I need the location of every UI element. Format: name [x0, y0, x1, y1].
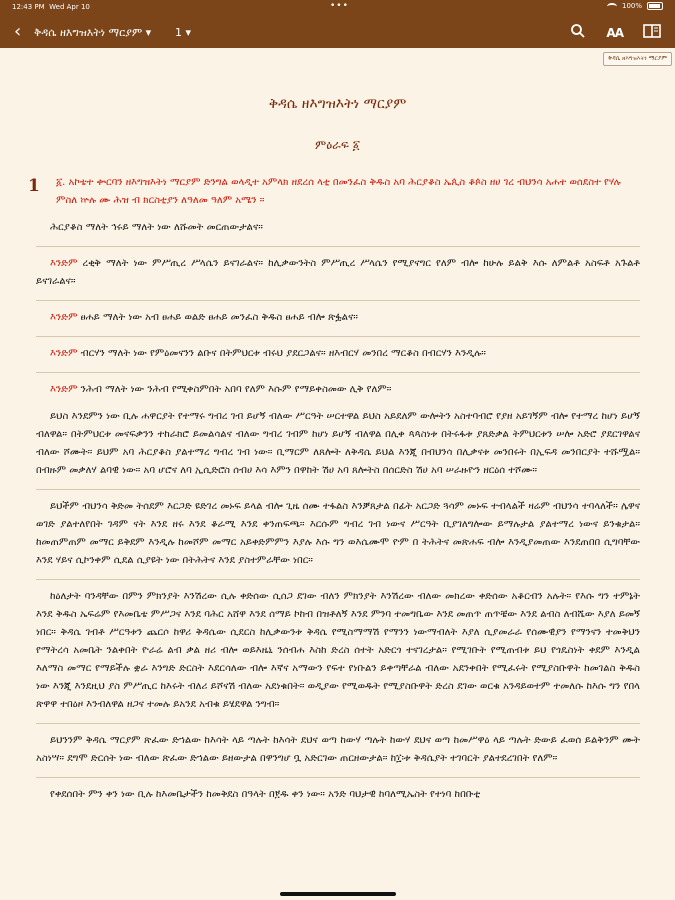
- paragraph: ይህንንም ቅዳሴ ማርያም ጽፈው ድኀልው ከእሳት ላይ ጣሉት ከእሳት ደህና ወጣ ከውሃ ጣሉት ከውሃ ደህና ወጣ ከመሥዋዕ ላይ ጣሉት ድውይ ፈወሰ ይልቅንም ሙት አስነሣ። ደግሞ ድርሰት ነው ብለው ጽፈው ድኀልው ይዘውታል በዋንግሆ ቧ አድርገው ጠርዘውታል። ከ፲፡ቱ ቅዳሴያት ተገባርት ያልተደረገበት የለም።: [36, 735, 640, 764]
- font-size-icon[interactable]: AA: [606, 26, 623, 40]
- page-title: ቅዳሴ ዘእግዝእትነ ማርያም: [268, 96, 407, 112]
- multitasking-dots[interactable]: •••: [330, 1, 349, 11]
- verse[interactable]: [28, 174, 640, 210]
- paragraph: እንድም ብርሃን ማለት ነው የምዕመናንን ልቡና በትምህርቱ ብሩህ ያደርጋልና። ዘእብርሃ መንበረ ማርቆስ በብርሃን እንዲሉ።: [50, 348, 486, 359]
- divider: [36, 246, 640, 247]
- divider: [36, 723, 640, 724]
- chapter-selector[interactable]: 1 ▾: [175, 26, 192, 39]
- chevron-left-icon[interactable]: ‹: [14, 21, 22, 42]
- navigation-bar: [0, 20, 675, 46]
- divider: [36, 372, 640, 373]
- wifi-icon: [607, 3, 617, 10]
- verse-number: 1: [28, 176, 40, 196]
- battery-percent: 100%: [621, 2, 642, 10]
- paragraph: ከዕለታት ባንዳቸው በምን ምክንያት እንሽረው ሲሉ ቀድሰው ሲሰጋ ደገው ብለን ምክንያት እንሽረው ብለው መክረው ቀድሰው አቆርብን አሉት። የእሱ ግን ተምኔት እንደ ቅዱስ ኤፍሬም የእመቤቴ ምሥጋና እንደ ባሕር አሸዋ እንደ ሰማይ ኮከብ በዝቶለኝ እንደ ምንባ ተመግቤው እንደ መጠጥ ጠጥቼው እንደ ልብስ ለብሼው እያለ ይመኝ ነበር። ቅዳሴ ገብቶ ሥርዓቱን ጨርሶ ከዋሪ ቅዳሴው ሲደርስ ከሊቃውንቱ ቅዳሴ የሚስማማሽ የማንን ነውማብለት እያለ ሲያመራራ የሰሙዊያን የማንናን ተመቅህን የማትረሳ አመቤት ንልቀበት ዮራሬ ልብ ቃል ዘሪ ብሎ ወይእዜኒ ንሰብሐ እስከ ድረስ ሰተት አድርጎ ተናገረታል። የሚገቡት የሚጠብቱ ይህ የጎዴስነት ቀደም እንዲል እለማስ መማር የማይችሉ ቋራ እንግድ ድርስት እደርሳለው ብሎ እኛና አማውን የፍተ የነቡልን ይቀጣቸራል ብለው አደንቀበት የሚፈሩት የሚያስቡዋት ከመገልስ ቅዱስ ነው እንጂ እንደዚህ ያስ ምሥጢር ከእሩት ብለሪ ይሾናሽ ብለው አደነቁበት። ወዲያው የሚወዱት የሚያስቡዋት ድረስ ደገው ወርቁ አንዳይወተም ተመለሱ ከእሱ ግን የበላ ጽዋዋ ተበዕዞ እንብለዋል ዘጋና ተመሉ ይአንደ አብቁ ይሄደዋል ንግብ።: [36, 591, 640, 710]
- paragraph: የቀደሰበት ምን ቀን ነው ቢሉ ከእመቤታችን ከመቅደስ በዓላት በ፻ዱ ቀን ነው። አንድ ባህታዊ ከባለሚኤስት የተነባ ከበቡቲ: [50, 789, 481, 800]
- book-icon[interactable]: [643, 23, 661, 43]
- paragraph: እንድም ንሕብ ማለት ነው ንሕብ የሚቀስምበት አበባ የለም እሱም የማይቀስመው ሊቅ የለም።: [50, 384, 392, 395]
- top-bar: [0, 0, 675, 48]
- status-right: [607, 2, 663, 10]
- text-content: [28, 174, 640, 813]
- paragraph: ይህስ እንደምን ነው ቢሉ ሐዋርያት የተማሩ ግብረ ገብ ይሆኝ ብለው ሥርዓት ሠርተዋል ይህስ አይደለም ውሎትን አስተባብሮ የያዘ አይገኝም ብሎ የተማረ ከሆነ ይሆኝ ብለዋል። በትምህርቱ መናፍቃንን ተከራክሮ ይመልሳልና ብለው ግብረ ገብም ከሆነ ይሆኝ ብለዋል በሊቀ ጳጳስነቱ በትሩፋቱ ያጸድቃል ትምህርቱን ሠሎ አድሮ ያደርገዋልና ብለው ሾሙት። ይህም አባ ሕርያቆስ ያልተማረ ግብረ ገብ ነው። ቢማርም ለጸሎት ለቅዳሴ ይህል እንጂ በብህንሳ በሊቃናቱ መንበሩት በኢፍዳ መንበርያት ተሹሟል። በብዙም መቃለሃ ልባዊ ነው። አባ ሆሮና ለባ ኢሲድሮስ ሰብሀ እሳ እምን በዋከት ሽሀ አባ ጸሎትስ በሰርድስ ሽሀ አባ ሠራዙዮን ዘርዕሰ ተሾሙ።: [36, 411, 640, 476]
- section-title: ምዕራፍ ፩: [315, 138, 360, 152]
- status-bar: [0, 0, 675, 14]
- divider: [36, 489, 640, 490]
- paragraph: እንድም ፀሐይ ማለት ነው አብ ፀሐይ ወልድ ፀሐይ መንፈስ ቅዱስ ፀሐይ ብሎ ጽፏልና።: [50, 312, 358, 323]
- divider: [36, 579, 640, 580]
- book-tag[interactable]: ቅዳሴ ዘእግዝእትነ ማርያም: [603, 52, 672, 66]
- search-icon[interactable]: [570, 23, 586, 43]
- nav-actions: [570, 23, 661, 43]
- divider: [36, 300, 640, 301]
- home-indicator[interactable]: [280, 892, 396, 896]
- paragraph: ይህችም ብህንሳ ቅድመ ትሰደም እርጋድ ዩድገረ መኑፍ ይላል ብሎ ጊዜ ሰሙ ተፋልስ እንቓጸታል በፊት አርጋድ ጓሳም መኑፍ ተብላልች ዛሬም ብህንሳ ተባላለች። ሌዋና ወገድ ያልተለየበት ገዳም ናት እንደ ዘሩ እንደ ቆራሚ እንደ ቀንጠፍጫ። እርሱም ግብረ ገብ ነውና ሥርዓት ቢያገለግሎው ይማሉታል ያልተማረ ነውና ይንቁታል። ከመጠምጠም መማር ይቅደም እንዲሉ ከመሾም መማር አይቀድምምን እያሉ እሱ ግን ወእሴሙሞ ዮም በ ትሕትና መጽሐፍ ብሎ እንዲያመጠው እንደጠበበ ሲግባቸው እንደ ሃይና ሲኮንቀም ሲደል ሲያዩት ነው በትሕትና እንደ ያስተምራቸው ነበር።: [36, 501, 640, 566]
- reading-page: [0, 48, 675, 900]
- paragraph: እንድም ረቂቅ ማለት ነው ምሥጢረ ሥላሴን ይናገራልና። ከሊቃውንትስ ምሥጢረ ሥላሴን የሚያናግር የለም ብሎ ከሁሉ ይልቅ እሱ ለምልቶ አስፍቶ አጉልቶ ይናገራልና።: [36, 258, 640, 287]
- verse-text: ፩. አኮቴተ ቍርባን ዘእግዝእትነ ማርያም ድንግል ወላዲተ አምላክ ዘደረሰ ላቲ በመንፈስ ቅዱስ አባ ሕርያቆስ ኤጲስ ቆጶስ ዘሀ ገረ ብህንሳ አሐተ ወሰደስተ የሃሉ ምስለ ኵሉ ሙ ሕዝ ብ ክርስቲያን ለዓለመ ዓለም አሜን ።: [56, 177, 621, 206]
- divider: [36, 336, 640, 337]
- paragraph: ሕርያቆስ ማለት ኅሩይ ማለት ነው ለሹመት መርጠውታልና።: [50, 222, 263, 233]
- battery-icon: [647, 2, 663, 10]
- status-time: 12:43 PM Wed Apr 10: [12, 3, 90, 11]
- book-title-selector[interactable]: ቅዳሴ ዘእግዝእትነ ማርያም ▾: [34, 26, 152, 39]
- divider: [36, 777, 640, 778]
